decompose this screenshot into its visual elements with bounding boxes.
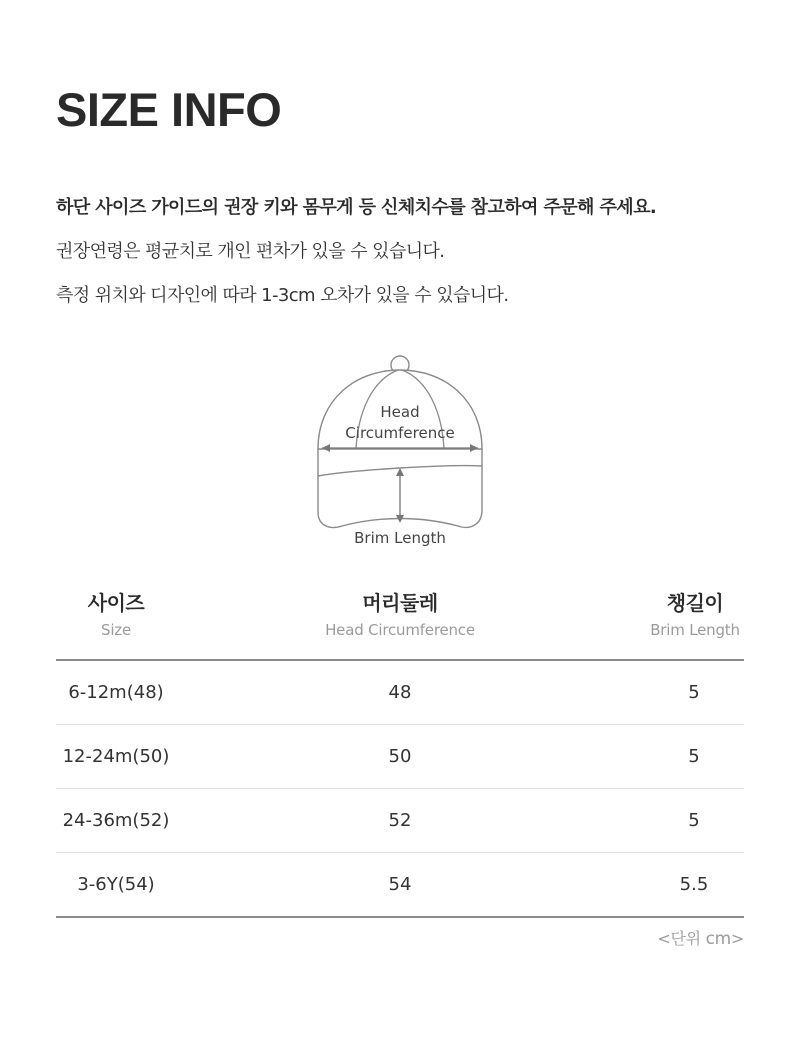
page-title: SIZE INFO: [56, 83, 282, 136]
unit-suffix: >: [730, 929, 744, 948]
cell-brim-length: 5: [688, 810, 700, 831]
cell-brim-length: 5.5: [679, 874, 709, 895]
cell-size: 12-24m(50): [62, 746, 170, 767]
cap-illustration: [300, 352, 500, 552]
unit-note: [657, 926, 744, 949]
note-order-guide: 하단 사이즈 가이드의 권장 키와 몸무게 등 신체치수를 참고하여 주문해 주세요.: [56, 197, 657, 218]
unit-prefix: <단위: [657, 929, 706, 948]
table-bottom-rule: [56, 916, 744, 918]
cell-head-circumference: 48: [388, 682, 412, 703]
header-size: [56, 588, 176, 642]
cell-head-circumference: 54: [388, 874, 412, 895]
cell-head-circumference: 50: [388, 746, 412, 767]
cell-brim-length: 5: [688, 746, 700, 767]
cell-size: 6-12m(48): [68, 682, 164, 703]
table-row: [56, 725, 744, 789]
header-head-circumference-ko: 머리둘레: [362, 591, 438, 615]
cell-brim-length: 5: [688, 682, 700, 703]
head-label-line2: Circumference: [345, 424, 455, 442]
table-row: [56, 789, 744, 853]
header-size-en: Size: [101, 621, 131, 639]
head-label-line1: Head: [380, 403, 420, 421]
cell-head-circumference: 52: [388, 810, 412, 831]
header-brim-length-en: Brim Length: [650, 621, 740, 639]
table-row: [56, 661, 744, 725]
size-notes: [56, 186, 656, 318]
header-brim-length: [634, 588, 756, 642]
header-brim-length-ko: 챙길이: [666, 591, 724, 615]
header-size-ko: 사이즈: [87, 591, 145, 615]
unit-cm: cm: [705, 929, 731, 949]
header-head-circumference-en: Head Circumference: [325, 621, 475, 639]
cell-size: 24-36m(52): [62, 810, 170, 831]
table-row: [56, 853, 744, 917]
brim-label: Brim Length: [354, 529, 446, 547]
note-recommended-age: 권장연령은 평균치로 개인 편차가 있을 수 있습니다.: [56, 241, 445, 262]
cell-size: 3-6Y(54): [77, 874, 155, 895]
note-measurement-tolerance: 측정 위치와 디자인에 따라 1-3cm 오차가 있을 수 있습니다.: [56, 285, 509, 306]
header-head-circumference: [300, 588, 500, 642]
cap-diagram: [300, 352, 500, 552]
